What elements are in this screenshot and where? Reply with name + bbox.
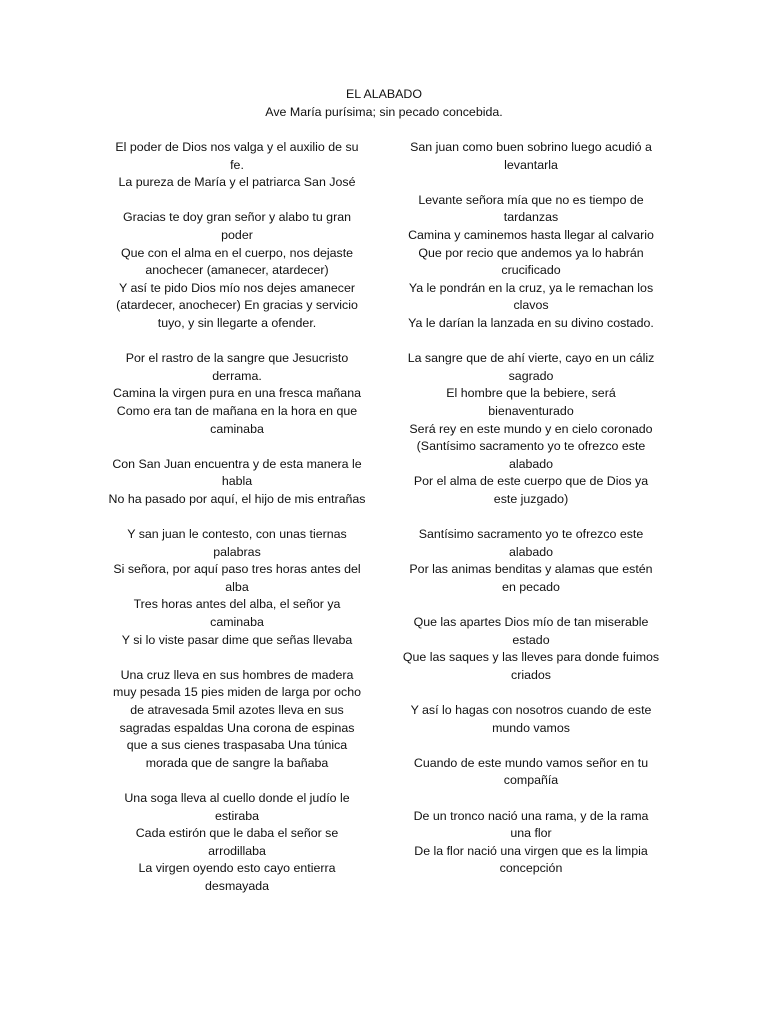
verse-line: No ha pasado por aquí, el hijo de mis entrañas	[108, 491, 366, 506]
stanza	[108, 209, 366, 332]
verse-line: Gracias te doy gran señor y alabo tu gran poder	[123, 210, 351, 242]
stanza	[402, 808, 660, 878]
verse-line: Si señora, por aquí paso tres horas antes del alba	[113, 562, 361, 594]
verse-line: Como era tan de mañana en la hora en que caminaba	[116, 403, 358, 436]
verse-line: Que con el alma en el cuerpo, nos dejaste anochecer (amanecer, atardecer)	[120, 245, 354, 278]
stanza	[402, 614, 660, 684]
verse-line: Por el alma de este cuerpo que de Dios ya este juzgado)	[413, 474, 649, 506]
verse-line: Que las apartes Dios mío de tan miserable estado	[413, 615, 649, 647]
document-header	[0, 86, 768, 121]
verse-line: La virgen oyendo esto cayo entierra desmayada	[138, 861, 336, 893]
right-column	[402, 139, 660, 896]
verse-line: Con San Juan encuentra y de esta manera le habla	[112, 456, 362, 489]
verse-line: Cuando de este mundo vamos señor en tu compañía	[413, 755, 649, 788]
stanza	[402, 139, 660, 174]
stanza	[108, 667, 366, 773]
verse-line: Una soga lleva al cuello donde el judío le estiraba	[124, 790, 350, 823]
stanza	[108, 526, 366, 649]
verse-line: Por el rastro de la sangre que Jesucristo derrama.	[125, 351, 349, 383]
verse-line: Camina y caminemos hasta llegar al calvario	[408, 227, 654, 242]
verse-line: San juan como buen sobrino luego acudió a levantarla	[410, 140, 652, 172]
verse-line: Y así lo hagas con nosotros cuando de este mundo vamos	[410, 703, 652, 735]
verse-line: Camina la virgen pura en una fresca mañana	[113, 386, 361, 401]
stanza	[108, 456, 366, 509]
document-title: EL ALABADO	[346, 87, 422, 101]
stanza	[402, 192, 660, 333]
stanza	[402, 755, 660, 790]
stanza	[402, 526, 660, 596]
verse-line: De la flor nació una virgen que es la limpia concepción	[414, 843, 648, 876]
stanza	[402, 702, 660, 737]
verse-line: Una cruz lleva en sus hombres de madera muy pesada 15 pies miden de larga por ocho de atravesada 5mil azotes lleva en sus sagradas espaldas Una corona de espinas que a sus cienes traspasaba Una túnica morada que de sangre la bañaba	[113, 667, 361, 770]
verse-line: Tres horas antes del alba, el señor ya caminaba	[133, 597, 341, 630]
stanza	[108, 790, 366, 896]
verse-line: (Santísimo sacramento yo te ofrezco este alabado	[416, 439, 646, 471]
verse-line: Por las animas benditas y alamas que estén en pecado	[409, 562, 653, 594]
verse-line: Ya le darían la lanzada en su divino costado.	[408, 315, 654, 330]
verse-line: El hombre que la bebiere, será bienaventurado	[446, 386, 616, 418]
verse-line: La pureza de María y el patriarca San José	[118, 175, 356, 190]
verse-line: La sangre que de ahí vierte, cayo en un cáliz sagrado	[407, 351, 655, 383]
verse-line: Y así te pido Dios mío nos dejes amanecer (atardecer, anochecer) En gracias y servicio tuyo, y sin llegarte a ofender.	[116, 280, 358, 330]
verse-line: Santísimo sacramento yo te ofrezco este alabado	[418, 527, 644, 559]
stanza	[402, 350, 660, 508]
left-column	[108, 139, 366, 913]
verse-line: Cada estirón que le daba el señor se arrodillaba	[135, 826, 339, 858]
verse-line: Que por recio que andemos ya lo habrán crucificado	[418, 245, 644, 278]
verse-line: Y san juan le contesto, con unas tiernas palabras	[127, 527, 347, 559]
verse-line: Y si lo viste pasar dime que señas llevaba	[121, 632, 353, 647]
verse-line: Que las saques y las lleves para donde fuimos criados	[402, 650, 660, 682]
document-subtitle: Ave María purísima; sin pecado concebida.	[265, 104, 503, 119]
verse-line: El poder de Dios nos valga y el auxilio de su fe.	[115, 140, 359, 172]
verse-line: Levante señora mía que no es tiempo de tardanzas	[418, 192, 644, 225]
stanza	[108, 350, 366, 438]
verse-line: De un tronco nació una rama, y de la rama una flor	[413, 808, 649, 841]
verse-line: Será rey en este mundo y en cielo coronado	[409, 421, 653, 436]
stanza	[108, 139, 366, 192]
verse-line: Ya le pondrán en la cruz, ya le remachan los clavos	[408, 280, 654, 313]
